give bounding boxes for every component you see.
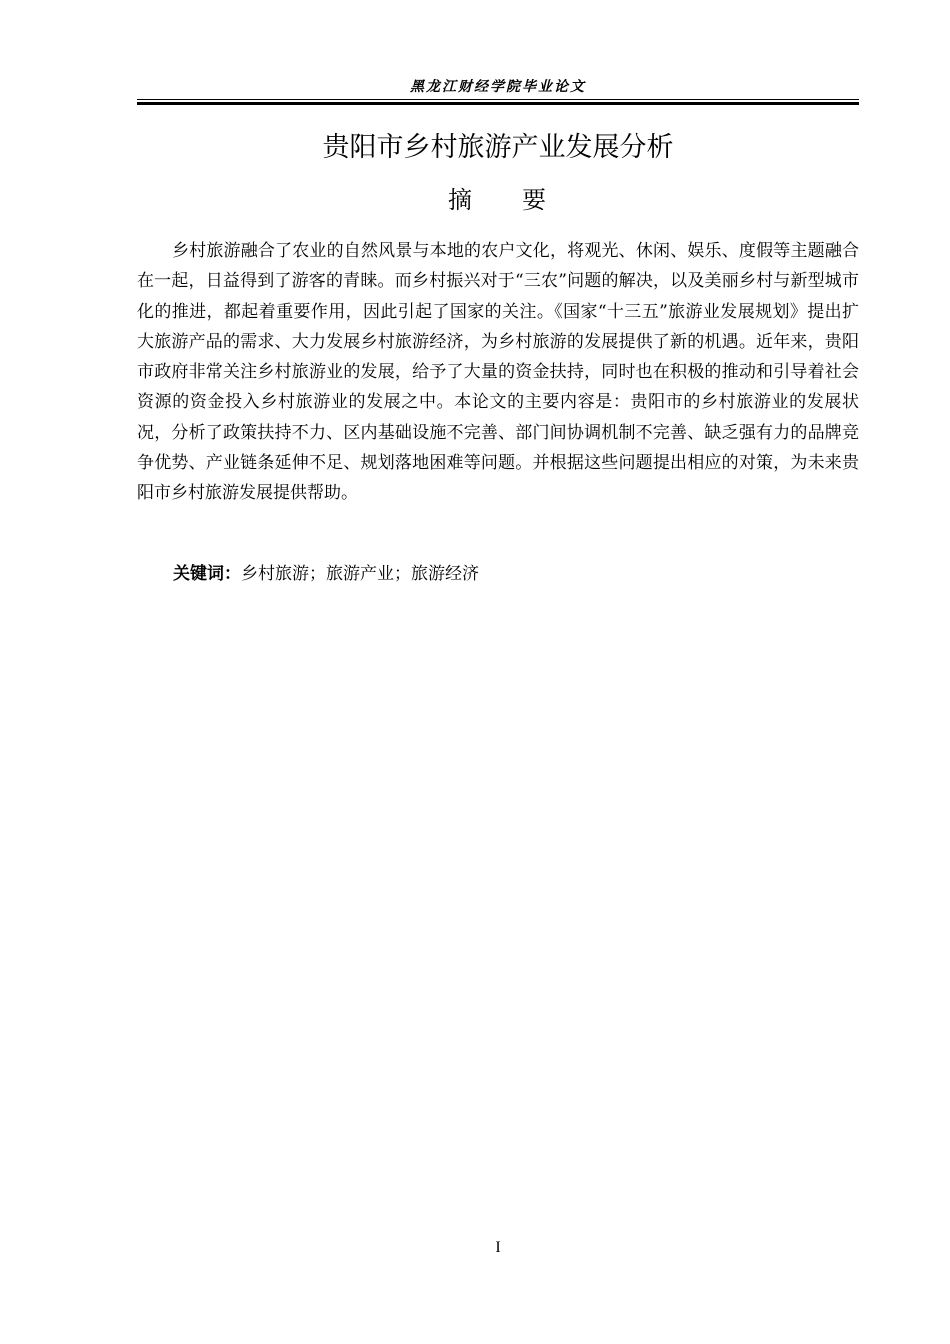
abstract-heading: [137, 182, 859, 218]
header-rule-thick: [137, 102, 859, 105]
keywords-line: [173, 560, 859, 588]
abstract-heading-char-2: 要: [522, 186, 548, 214]
paper-title: 贵阳市乡村旅游产业发展分析: [322, 132, 674, 163]
header-rule-thin: [137, 99, 859, 100]
page-number: I: [495, 1239, 501, 1256]
keywords-value: 乡村旅游；旅游产业；旅游经济: [241, 564, 479, 584]
running-header: 黑龙江财经学院毕业论文: [410, 79, 586, 95]
abstract-body: 乡村旅游融合了农业的自然风景与本地的农户文化，将观光、休闲、娱乐、度假等主题融合在一起，日益得到了游客的青睐。而乡村振兴对于“三农”问题的解决，以及美丽乡村与新型城市化的推进，都起着重要作用，因此引起了国家的关注。《国家“十三五”旅游业发展规划》提出扩大旅游产品的需求、大力发展乡村旅游经济，为乡村旅游的发展提供了新的机遇。近年来，贵阳市政府非常关注乡村旅游业的发展，给予了大量的资金扶持，同时也在积极的推动和引导着社会资源的资金投入乡村旅游业的发展之中。本论文的主要内容是：贵阳市的乡村旅游业的发展状况，分析了政策扶持不力、区内基础设施不完善、部门间协调机制不完善、缺乏强有力的品牌竞争优势、产业链条延伸不足、规划落地困难等问题。并根据这些问题提出相应的对策，为未来贵阳市乡村旅游发展提供帮助。: [137, 241, 859, 504]
abstract-heading-char-1: 摘: [448, 186, 474, 214]
keywords-label: 关键词：: [173, 564, 241, 584]
